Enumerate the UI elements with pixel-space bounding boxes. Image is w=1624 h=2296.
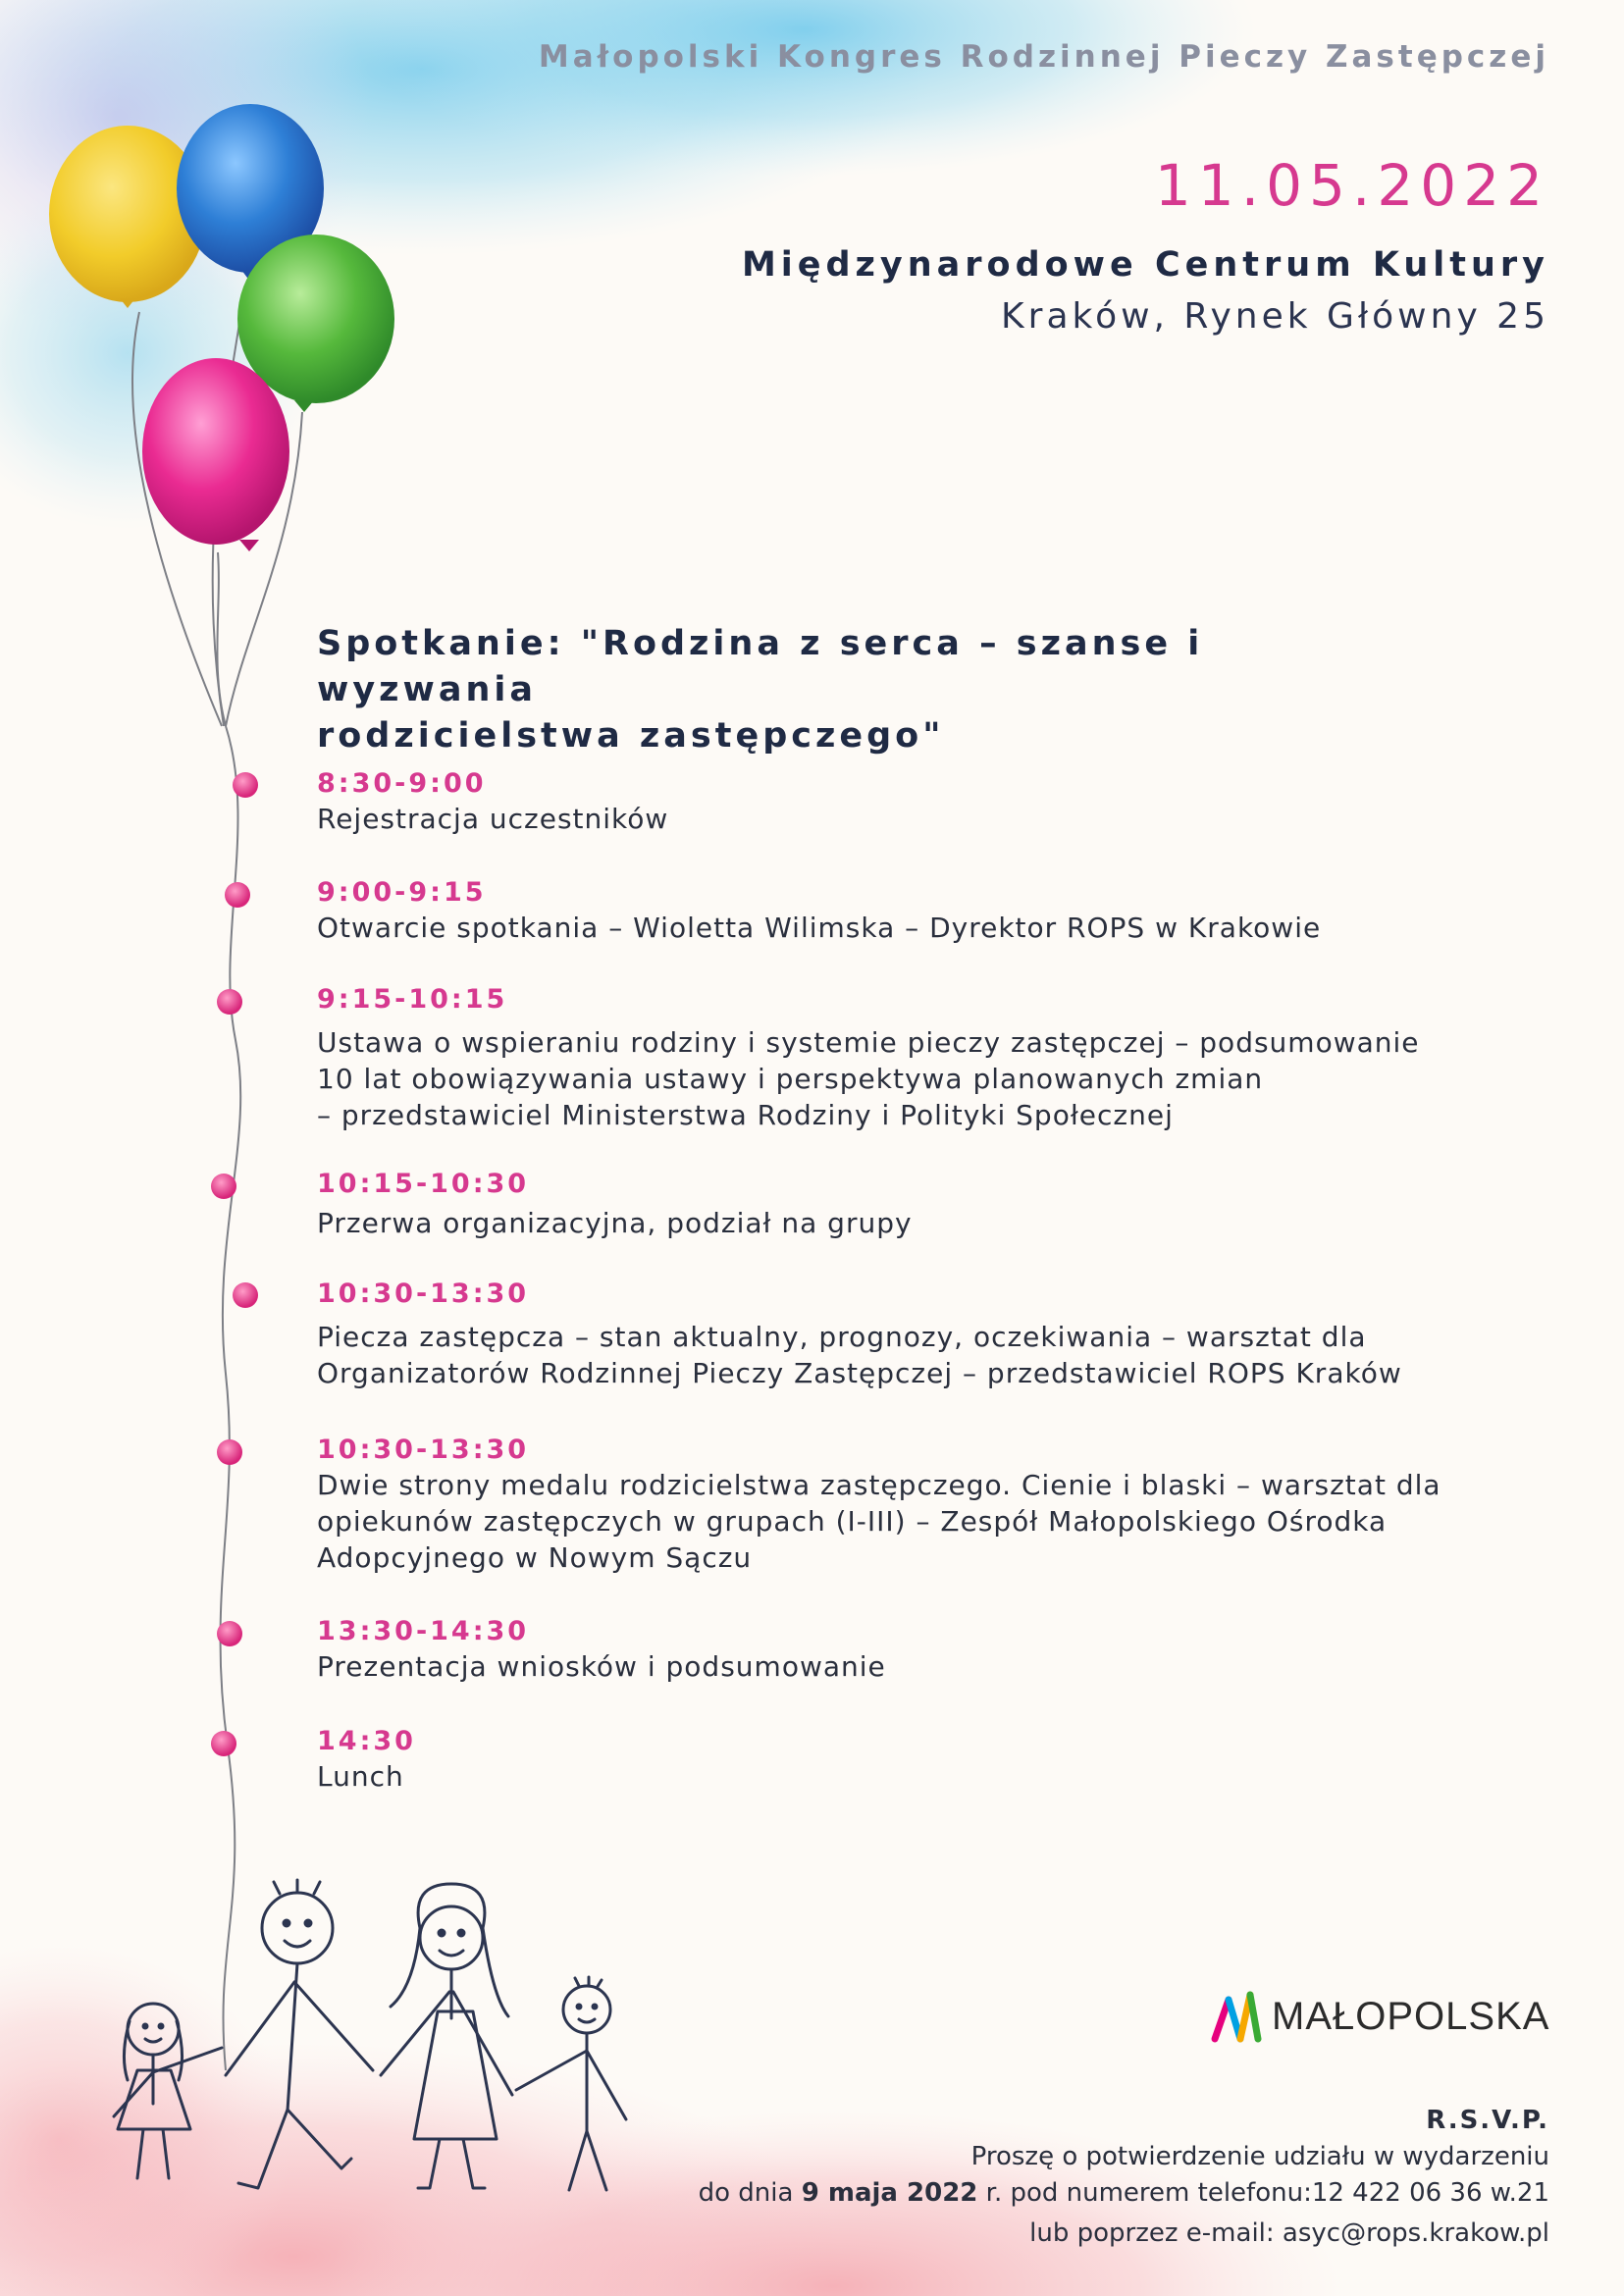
venue-address: Kraków, Rynek Główny 25: [1001, 296, 1549, 337]
agenda-description: Dwie strony medalu rodzicielstwa zastępczego. Cienie i blaski – warsztat dla opiekunów zastępczych w grupach (I-III) – Zespół Małopolskiego Ośrodka Adopcyjnego w Nowym Sączu: [317, 1469, 1441, 1574]
agenda-item: [317, 767, 668, 837]
agenda-description: Przerwa organizacyjna, podział na grupy: [317, 1207, 913, 1239]
agenda-description: Lunch: [317, 1760, 404, 1793]
venue-name: Międzynarodowe Centrum Kultury: [741, 245, 1549, 285]
agenda-description: Ustawa o wspieraniu rodziny i systemie pieczy zastępczej – podsumowanie 10 lat obowiązywania ustawy i perspektywa planowanych zmian – przedstawiciel Ministerstwa Rodziny i Polityki Społecznej: [317, 1026, 1420, 1131]
rsvp: [699, 2103, 1549, 2252]
rsvp-line-2-prefix: do dnia: [698, 2178, 802, 2208]
agenda-time: 14:30: [317, 1726, 416, 1756]
rsvp-line-2-suffix: r. pod numerem telefonu:12 422 06 36 w.21: [977, 2178, 1549, 2208]
agenda-item: [317, 1615, 886, 1685]
rsvp-line-2: [699, 2175, 1549, 2212]
meeting-title-line-2: rodzicielstwa zastępczego": [317, 716, 945, 756]
timeline-beads: [211, 772, 258, 1756]
agenda-item: [317, 1725, 416, 1795]
agenda-time: 9:15-10:15: [317, 984, 508, 1015]
agenda-item: [317, 1278, 1402, 1391]
agenda-time: 10:30-13:30: [317, 1435, 530, 1465]
event-date: 11.05.2022: [1154, 152, 1549, 219]
agenda-item: [317, 1434, 1441, 1576]
agenda-description: Piecza zastępcza – stan aktualny, prognozy, oczekiwania – warsztat dla Organizatorów Rodzinnej Pieczy Zastępczej – przedstawiciel ROPS Kraków: [317, 1321, 1402, 1389]
organizer-name: Małopolski Kongres Rodzinnej Pieczy Zastępczej: [538, 39, 1549, 75]
agenda-description: Prezentacja wniosków i podsumowanie: [317, 1650, 886, 1683]
meeting-title-line-1: Spotkanie: "Rodzina z serca – szanse i wyzwania: [317, 624, 1204, 709]
agenda-description: Otwarcie spotkania – Wioletta Wilimska – Dyrektor ROPS w Krakowie: [317, 912, 1322, 944]
agenda-item: [317, 983, 1420, 1133]
malopolska-logo: [1209, 1992, 1549, 2041]
logo-mark-icon: [1209, 1992, 1264, 2041]
agenda-time: 8:30-9:00: [317, 768, 487, 799]
agenda-time: 9:00-9:15: [317, 877, 487, 908]
logo-text: MAŁOPOLSKA: [1272, 1994, 1550, 2038]
agenda-time: 10:30-13:30: [317, 1278, 530, 1309]
agenda-description: Rejestracja uczestników: [317, 803, 669, 835]
rsvp-deadline: 9 maja 2022: [801, 2178, 978, 2208]
agenda-item: [317, 876, 1321, 946]
meeting-title: [317, 621, 1436, 759]
rsvp-line-1: Proszę o potwierdzenie udziału w wydarzeniu: [970, 2142, 1549, 2171]
rsvp-title: R.S.V.P.: [1426, 2106, 1549, 2135]
agenda-time: 10:15-10:30: [317, 1169, 530, 1199]
agenda-item: [317, 1168, 913, 1241]
rsvp-line-3: lub poprzez e-mail: asyc@rops.krakow.pl: [1029, 2218, 1549, 2248]
agenda-time: 13:30-14:30: [317, 1616, 530, 1646]
